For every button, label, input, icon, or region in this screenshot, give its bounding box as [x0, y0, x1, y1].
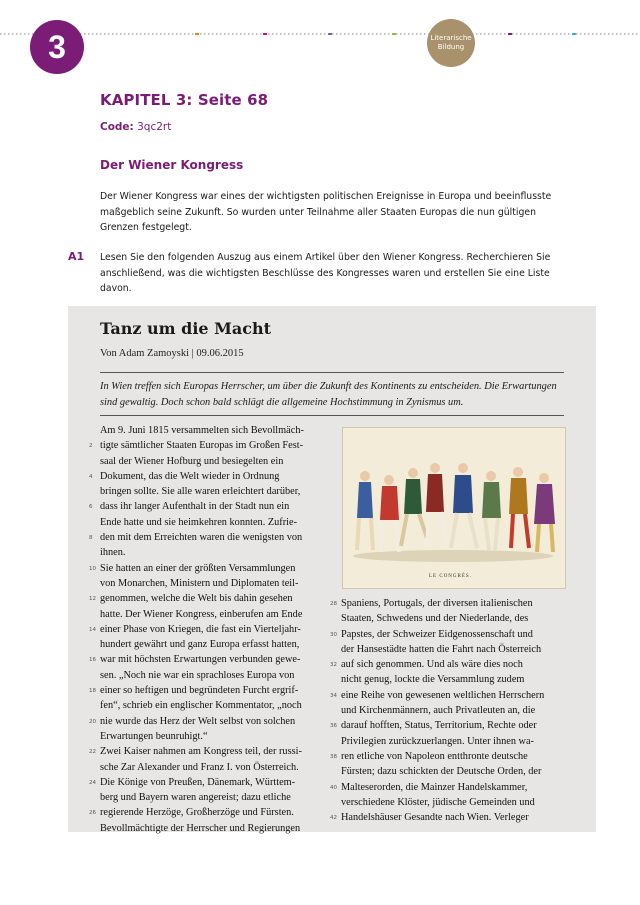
- line-text: hundert gewährt und ganz Europa erfasst hatten,: [100, 639, 300, 651]
- article-line: [100, 790, 325, 805]
- article-line: [100, 484, 325, 499]
- line-text: Sie hatten an einer der größten Versammlungen: [100, 562, 296, 574]
- article-line: [89, 775, 325, 790]
- line-text: regierende Herzöge, Großherzöge und Fürsten.: [100, 807, 294, 819]
- line-text: Dokument, das die Welt wieder in Ordnung: [100, 470, 280, 482]
- line-text: Zwei Kaiser nahmen am Kongress teil, der russi-: [100, 746, 302, 758]
- article-lead: In Wien treffen sich Europas Herrscher, um über die Zukunft des Kontinents zu entscheiden. Die Erwartungen sind gewaltig. Doch schon bald schlägt die allgemeine Hochstimmung in Zynismus um.: [100, 381, 557, 408]
- line-number: 38: [330, 753, 337, 760]
- line-text: darauf hofften, Status, Territorium, Rechte oder: [341, 720, 537, 732]
- line-text: genommen, welche die Welt bis dahin gesehen: [100, 593, 293, 605]
- line-number: 16: [89, 657, 96, 664]
- line-text: berg und Bayern waren angereist; dazu etliche: [100, 792, 291, 804]
- line-number: 24: [89, 779, 96, 786]
- line-text: Spaniens, Portugals, der diversen italienischen: [341, 598, 533, 609]
- line-text: Bevollmächtigte der Herrscher und Regierungen: [100, 822, 301, 834]
- line-number: 6: [89, 504, 93, 511]
- line-text: auf sich genommen. Und als wäre dies noch: [341, 659, 523, 671]
- line-text: bringen sollte. Sie alle waren erleichtert darüber,: [100, 486, 301, 498]
- article-line: [100, 607, 325, 622]
- line-number: 8: [89, 535, 93, 542]
- line-number: 30: [330, 631, 337, 638]
- line-text: den mit dem Erreichten waren die wenigsten von: [100, 532, 303, 544]
- article-line: [341, 703, 565, 718]
- line-text: Staaten, Schwedens und der Niederlande, des: [341, 613, 529, 625]
- article-line: [89, 714, 325, 729]
- line-number: 22: [89, 749, 96, 756]
- article-line: [330, 657, 565, 672]
- article-line: [330, 627, 565, 642]
- article-line: [330, 688, 565, 703]
- line-text: tigte sämtlicher Staaten Europas im Großen Fest-: [100, 440, 304, 452]
- article-line: [100, 637, 325, 652]
- article-line: [100, 515, 325, 530]
- article-line: [89, 469, 325, 484]
- article-line: [89, 499, 325, 514]
- line-text: der Hansestädte hatten die Fahrt nach Österreich: [341, 643, 542, 655]
- chapter-number-badge: 3: [30, 20, 84, 74]
- line-text: nicht genug, lockte die Versammlung zudem: [341, 674, 525, 686]
- line-text: saal der Wiener Hofburg und besiegelten ein: [100, 455, 284, 467]
- article-line: [100, 454, 325, 469]
- article-line: [100, 545, 325, 560]
- line-text: Malteserorden, die Mainzer Handelskammer,: [341, 781, 528, 793]
- line-text: sche Zar Alexander und Franz I. von Österreich.: [100, 761, 299, 773]
- line-text: ihnen.: [100, 547, 126, 559]
- line-number: 20: [89, 718, 96, 725]
- article-line: [330, 596, 565, 611]
- figure-caption: LE CONGRÈS.: [429, 574, 472, 579]
- article-line: [100, 668, 325, 683]
- line-number: 10: [89, 565, 96, 572]
- line-text: sen. „Noch nie war ein sprachloses Europa von: [100, 669, 295, 681]
- congress-caricature-illustration: [342, 427, 566, 589]
- article-line: [89, 652, 325, 667]
- article-line: [341, 764, 565, 779]
- intro-paragraph: Der Wiener Kongress war eines der wichtigsten politischen Ereignisse in Europa und beeinflusste maßgeblich seine Zukunft. So wurden unter Teilnahme aller Staaten Europas die nun gültigen Grenzen festgelegt.: [100, 191, 552, 233]
- article-line: [100, 698, 325, 713]
- header-dotted-line: [0, 33, 640, 35]
- line-number: 28: [330, 601, 337, 607]
- line-text: verschiedene Klöster, jüdische Gemeinden und: [341, 796, 535, 808]
- article-byline: Von Adam Zamoyski | 09.06.2015: [100, 348, 244, 359]
- line-text: Erwartungen beunruhigt.“: [100, 730, 208, 742]
- article-line: [341, 734, 565, 749]
- code-label: Code:: [100, 121, 134, 133]
- line-text: einer Phase von Kriegen, die fast ein Vierteljahr-: [100, 623, 301, 635]
- section-badge-line-1: Literarische: [430, 34, 472, 42]
- line-number: 34: [330, 692, 337, 699]
- line-number: 36: [330, 723, 337, 730]
- line-text: ren etliche von Napoleon entthronte deutsche: [341, 750, 528, 762]
- line-text: Papstes, der Schweizer Eidgenossenschaft und: [341, 628, 533, 640]
- article-line: [89, 561, 325, 576]
- line-number: 42: [330, 815, 337, 822]
- article-panel: [68, 306, 596, 832]
- article-line: [341, 672, 565, 687]
- article-line: [330, 780, 565, 795]
- article-line: [89, 591, 325, 606]
- article-column-right: [330, 596, 565, 825]
- article-line: [100, 576, 325, 591]
- article-line: [100, 821, 325, 836]
- line-text: und Kirchenmännern, auch Privatleuten an, die: [341, 705, 536, 717]
- article-line: [330, 718, 565, 733]
- divider: [100, 415, 564, 416]
- line-text: einer so heftigen und begründeten Furcht ergrif-: [100, 685, 299, 697]
- code-value: 3qc2rt: [137, 121, 172, 133]
- line-text: von Monarchen, Ministern und Diplomaten teil-: [100, 577, 299, 589]
- article-title: Tanz um die Macht: [100, 319, 272, 338]
- line-text: Fürsten; dazu schickten der Deutsche Orden, der: [341, 766, 542, 778]
- line-number: 32: [330, 662, 337, 669]
- caricature-drawing: [343, 428, 565, 588]
- line-text: Die Könige von Preußen, Dänemark, Württem-: [100, 776, 296, 788]
- page-heading: KAPITEL 3: Seite 68: [100, 91, 269, 109]
- article-line: [341, 795, 565, 810]
- line-number: 18: [89, 688, 96, 695]
- task-text: Lesen Sie den folgenden Auszug aus einem Artikel über den Wiener Kongress. Recherchieren Sie anschließend, was die wichtigsten Beschlüsse des Kongresses waren und erstellen Sie eine Liste davon.: [100, 252, 551, 294]
- line-text: Am 9. Juni 1815 versammelten sich Bevollmäch-: [100, 425, 304, 436]
- line-text: hatte. Der Wiener Kongress, einberufen am Ende: [100, 608, 303, 620]
- task-label: A1: [68, 250, 85, 263]
- line-number: 26: [89, 810, 96, 817]
- line-text: Privilegien zurückzuerlangen. Unter ihnen wa-: [341, 735, 534, 747]
- article-line: [89, 744, 325, 759]
- section-badge-line-2: Bildung: [437, 43, 465, 51]
- line-text: fen“, schrieb ein englischer Kommentator, „noch: [100, 700, 302, 712]
- section-badge: [427, 19, 475, 67]
- article-line: [330, 810, 565, 825]
- divider: [100, 372, 564, 373]
- article-line: [89, 805, 325, 820]
- line-number: 12: [89, 596, 96, 603]
- code-line: [100, 121, 171, 133]
- article-line: [330, 749, 565, 764]
- line-number: 40: [330, 784, 337, 791]
- article-line: [89, 683, 325, 698]
- article-line: [341, 642, 565, 657]
- article-line: [341, 611, 565, 626]
- line-number: 2: [89, 443, 93, 450]
- article-line: [100, 729, 325, 744]
- article-line: [89, 438, 325, 453]
- line-text: Ende hatte und sie heimkehren konnten. Zufrie-: [100, 516, 298, 528]
- line-text: dass ihr langer Aufenthalt in der Stadt nun ein: [100, 501, 290, 513]
- line-text: nie wurde das Herz der Welt selbst von solchen: [100, 715, 296, 727]
- article-line: [89, 622, 325, 637]
- line-text: eine Reihe von gewesenen weltlichen Herrschern: [341, 689, 545, 701]
- line-number: 4: [89, 473, 93, 480]
- line-text: Handelshäuser Gesandte nach Wien. Verleger: [341, 812, 529, 824]
- line-text: war mit höchsten Erwartungen verbunden gewe-: [100, 654, 301, 666]
- article-line: [89, 530, 325, 545]
- section-subheading: Der Wiener Kongress: [100, 158, 244, 172]
- article-line: [100, 423, 325, 438]
- line-number: 14: [89, 626, 96, 633]
- article-line: [100, 760, 325, 775]
- article-column-left: [89, 423, 325, 836]
